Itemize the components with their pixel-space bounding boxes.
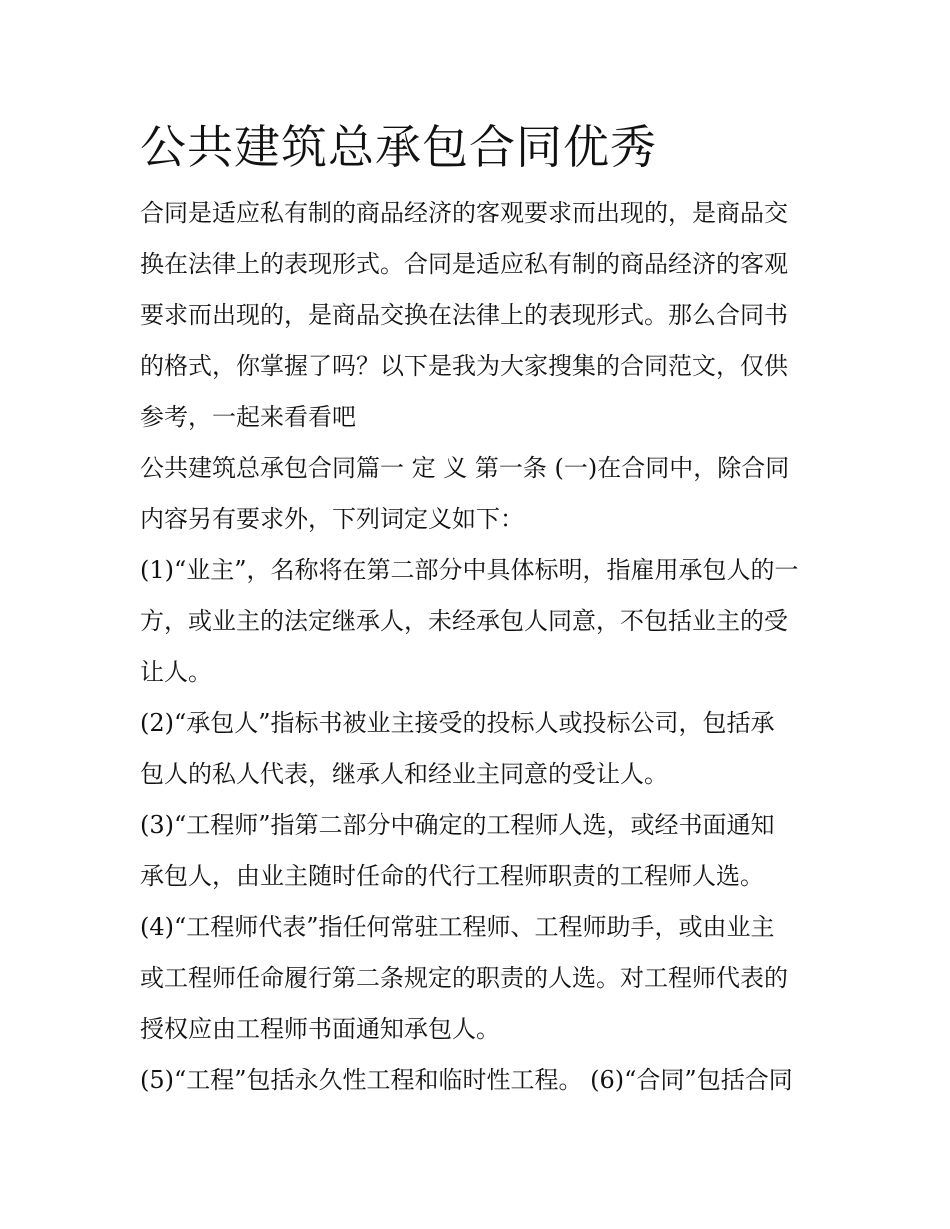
paragraph-definition-4: (4)“工程师代表”指任何常驻工程师、工程师助手，或由业主 或工程师任命履行第二条规定的职责的人选。对工程师代表的 授权应由工程师书面通知承包人。	[140, 913, 788, 1043]
document-title: 公共建筑总承包合同优秀	[140, 120, 657, 174]
paragraph-definitions-heading: 公共建筑总承包合同篇一 定 义 第一条 (一)在合同中，除合同 内容另有要求外，下列词定义如下：	[140, 454, 790, 533]
paragraph-definition-3: (3)“工程师”指第二部分中确定的工程师人选，或经书面通知 承包人，由业主随时任命的代行工程师职责的工程师人选。	[140, 811, 775, 890]
paragraph-definition-1: (1)“业主”，名称将在第二部分中具体标明，指雇用承包人的一 方，或业主的法定继承人，未经承包人同意，不包括业主的受 让人。	[140, 556, 799, 686]
paragraph-intro: 合同是适应私有制的商品经济的客观要求而出现的，是商品交 换在法律上的表现形式。合同是适应私有制的商品经济的客观 要求而出现的，是商品交换在法律上的表现形式。那么合同书 的格式，你掌握了吗？以下是我为大家搜集的合同范文，仅供 参考，一起来看看吧	[140, 199, 788, 431]
paragraph-definition-5: (5)“工程”包括永久性工程和临时性工程。 (6)“合同”包括合同	[140, 1066, 793, 1094]
paragraph-definition-2: (2)“承包人”指标书被业主接受的投标人或投标公司，包括承 包人的私人代表，继承人和经业主同意的受让人。	[140, 709, 775, 788]
document-page	[140, 112, 820, 1106]
